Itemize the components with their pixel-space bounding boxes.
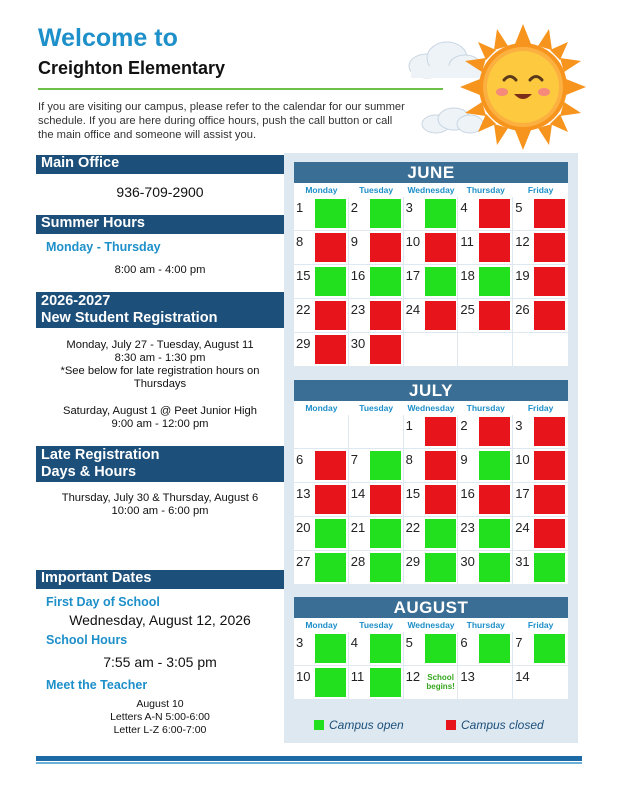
calendar-day xyxy=(513,449,568,482)
campus-open-marker xyxy=(315,519,346,548)
day-number: 19 xyxy=(515,268,530,283)
calendar-week xyxy=(294,666,568,700)
calendar-day xyxy=(404,449,459,482)
calendar-day xyxy=(349,333,404,366)
calendar-day xyxy=(458,197,513,230)
weekday-label: Thursday xyxy=(466,620,505,630)
calendar-day xyxy=(349,299,404,332)
calendar-day xyxy=(513,517,568,550)
campus-closed-marker xyxy=(534,233,565,262)
month-title: JULY xyxy=(294,380,568,401)
day-number: 24 xyxy=(515,520,530,535)
calendar-day xyxy=(294,415,349,448)
day-number: 29 xyxy=(296,336,311,351)
calendar-day xyxy=(404,517,459,550)
legend-open-label: Campus open xyxy=(329,718,404,732)
day-number: 31 xyxy=(515,554,530,569)
campus-closed-marker xyxy=(425,301,456,330)
day-number: 23 xyxy=(350,302,366,317)
weekday-label: Wednesday xyxy=(407,185,455,195)
calendar-day xyxy=(513,666,568,699)
campus-closed-marker xyxy=(315,451,346,480)
campus-closed-marker xyxy=(479,199,510,228)
summer-hours-heading: Summer Hours xyxy=(36,215,284,234)
calendar-week xyxy=(294,265,568,299)
calendar-day xyxy=(458,333,513,366)
calendar-day xyxy=(513,197,568,230)
calendar-day xyxy=(404,551,459,584)
calendar-day xyxy=(294,517,349,550)
day-number: 10 xyxy=(296,669,311,684)
calendar-day xyxy=(404,483,459,516)
title-divider xyxy=(38,88,443,90)
campus-closed-marker xyxy=(534,267,565,296)
campus-closed-marker xyxy=(425,233,456,262)
month-june xyxy=(294,162,568,367)
calendar-day xyxy=(458,517,513,550)
campus-open-marker xyxy=(315,668,346,697)
campus-closed-marker xyxy=(315,485,346,514)
weekday-label: Monday xyxy=(305,185,338,195)
weekday-label: Tuesday xyxy=(359,620,394,630)
calendar-week xyxy=(294,333,568,367)
day-number: 2 xyxy=(350,200,359,215)
campus-open-marker xyxy=(479,267,510,296)
calendar-day xyxy=(513,299,568,332)
calendar-week xyxy=(294,231,568,265)
calendar-day xyxy=(404,231,459,264)
day-number: 30 xyxy=(350,336,366,351)
day-number: 17 xyxy=(405,268,421,283)
calendar-week xyxy=(294,551,568,585)
weekday-header xyxy=(294,401,568,415)
calendar-week xyxy=(294,415,568,449)
weekday-label: Thursday xyxy=(466,403,505,413)
calendar-day xyxy=(458,632,513,665)
registration-details: Monday, July 27 - Tuesday, August 11 8:30 am - 1:30 pm *See below for late registration hours on Thursdays Saturday, August 1 @ Peet Junior High 9:00 am - 12:00 pm xyxy=(60,339,260,430)
calendar-day xyxy=(513,483,568,516)
calendar-week xyxy=(294,299,568,333)
day-number: 13 xyxy=(296,486,311,501)
campus-open-marker xyxy=(370,199,401,228)
calendar-day xyxy=(349,415,404,448)
calendar-day xyxy=(513,231,568,264)
day-number: 20 xyxy=(296,520,311,535)
campus-open-marker xyxy=(534,553,565,582)
calendar-day xyxy=(458,265,513,298)
summer-hours-time: 8:00 am - 4:00 pm xyxy=(114,264,206,276)
weekday-label: Friday xyxy=(527,185,554,195)
calendar-day xyxy=(294,449,349,482)
meet-teacher-details: August 10 Letters A-N 5:00-6:00 Letter L-Z 6:00-7:00 xyxy=(110,698,210,736)
weekday-header xyxy=(294,618,568,632)
campus-open-marker xyxy=(479,519,510,548)
legend-closed-label: Campus closed xyxy=(461,718,544,732)
calendar-day xyxy=(294,666,349,699)
day-number: 23 xyxy=(460,520,475,535)
campus-closed-marker xyxy=(370,233,401,262)
campus-open-marker xyxy=(370,267,401,296)
day-number: 22 xyxy=(296,302,311,317)
day-number: 2 xyxy=(460,418,468,433)
late-registration-details: Thursday, July 30 & Thursday, August 6 10:00 am - 6:00 pm xyxy=(61,492,259,517)
day-number: 11 xyxy=(350,669,365,684)
calendar-day xyxy=(349,632,404,665)
campus-open-marker xyxy=(370,634,401,663)
calendar-day xyxy=(404,632,459,665)
calendar-day xyxy=(349,551,404,584)
calendar-day xyxy=(513,632,568,665)
day-number: 30 xyxy=(460,554,475,569)
day-number: 12 xyxy=(405,669,421,684)
day-number: 18 xyxy=(460,268,475,283)
calendar-day xyxy=(458,299,513,332)
calendar-day xyxy=(404,415,459,448)
day-number: 4 xyxy=(460,200,468,215)
campus-open-marker xyxy=(315,267,346,296)
day-number: 15 xyxy=(405,486,421,501)
late-registration-heading: Late Registration Days & Hours xyxy=(36,446,284,482)
day-number: 22 xyxy=(405,520,421,535)
day-number: 3 xyxy=(296,635,304,650)
campus-closed-marker xyxy=(479,301,510,330)
calendar-day xyxy=(458,231,513,264)
calendar-day xyxy=(404,197,459,230)
weekday-label: Thursday xyxy=(466,185,505,195)
calendar-day xyxy=(513,415,568,448)
weekday-label: Monday xyxy=(305,403,338,413)
weekday-label: Tuesday xyxy=(359,185,394,195)
campus-open-marker xyxy=(425,519,456,548)
campus-closed-marker xyxy=(370,485,401,514)
day-number: 8 xyxy=(405,452,413,467)
campus-closed-marker xyxy=(534,451,565,480)
school-hours-label: School Hours xyxy=(46,633,128,647)
day-number: 16 xyxy=(460,486,475,501)
day-number: 17 xyxy=(515,486,530,501)
calendar-week xyxy=(294,632,568,666)
campus-closed-marker xyxy=(425,451,456,480)
legend-closed-swatch xyxy=(446,720,456,730)
campus-closed-marker xyxy=(534,417,565,446)
calendar-week xyxy=(294,197,568,231)
calendar-day xyxy=(349,231,404,264)
day-number: 5 xyxy=(405,635,413,650)
school-hours-value: 7:55 am - 3:05 pm xyxy=(103,654,217,670)
calendar-day xyxy=(294,483,349,516)
month-july xyxy=(294,380,568,585)
day-number: 14 xyxy=(350,486,366,501)
day-note: School begins! xyxy=(426,673,455,691)
calendar-week xyxy=(294,483,568,517)
day-number: 26 xyxy=(515,302,530,317)
meet-teacher-label: Meet the Teacher xyxy=(46,678,148,692)
calendar-day xyxy=(294,265,349,298)
registration-heading: 2026-2027 New Student Registration xyxy=(36,292,284,328)
weekday-label: Friday xyxy=(527,403,554,413)
day-number: 1 xyxy=(296,200,304,215)
calendar-day xyxy=(349,483,404,516)
main-office-phone: 936-709-2900 xyxy=(116,184,204,200)
campus-closed-marker xyxy=(315,233,346,262)
calendar-day xyxy=(294,333,349,366)
day-number: 16 xyxy=(350,268,366,283)
day-number: 4 xyxy=(350,635,359,650)
calendar-day xyxy=(349,265,404,298)
campus-open-marker xyxy=(425,553,456,582)
weekday-label: Monday xyxy=(305,620,338,630)
day-number: 6 xyxy=(460,635,468,650)
campus-open-marker xyxy=(479,634,510,663)
first-day-label: First Day of School xyxy=(46,595,160,609)
day-number: 9 xyxy=(350,234,359,249)
day-number: 24 xyxy=(405,302,421,317)
campus-open-marker xyxy=(315,199,346,228)
campus-open-marker xyxy=(479,553,510,582)
calendar-day xyxy=(513,551,568,584)
day-number: 7 xyxy=(350,452,359,467)
campus-closed-marker xyxy=(534,199,565,228)
calendar-day xyxy=(349,517,404,550)
weekday-label: Tuesday xyxy=(359,403,394,413)
month-title: AUGUST xyxy=(294,597,568,618)
important-dates-heading: Important Dates xyxy=(36,570,284,589)
day-number: 27 xyxy=(296,554,311,569)
page-title: Welcome to xyxy=(38,24,178,52)
campus-closed-marker xyxy=(370,301,401,330)
day-number: 12 xyxy=(515,234,530,249)
calendar-day xyxy=(513,333,568,366)
calendar-day xyxy=(294,231,349,264)
calendar-day xyxy=(294,551,349,584)
calendar-day xyxy=(458,551,513,584)
weekday-header xyxy=(294,183,568,197)
weekday-label: Wednesday xyxy=(407,620,455,630)
campus-closed-marker xyxy=(370,335,401,364)
day-number: 29 xyxy=(405,554,421,569)
month-august xyxy=(294,597,568,700)
campus-open-marker xyxy=(425,634,456,663)
calendar-day xyxy=(458,415,513,448)
day-number: 25 xyxy=(460,302,475,317)
calendar-day xyxy=(404,265,459,298)
campus-open-marker xyxy=(534,634,565,663)
campus-closed-marker xyxy=(479,485,510,514)
day-number: 5 xyxy=(515,200,523,215)
month-title: JUNE xyxy=(294,162,568,183)
calendar-day xyxy=(404,333,459,366)
day-number: 14 xyxy=(515,669,530,684)
weekday-label: Friday xyxy=(527,620,554,630)
footer-rule-light xyxy=(36,762,582,764)
campus-open-marker xyxy=(370,668,401,697)
day-number: 28 xyxy=(350,554,366,569)
calendar-day xyxy=(349,666,404,699)
intro-text: If you are visiting our campus, please refer to the calendar for our summer schedule. If you are here during office hours, push the call button or call the main office and someone will assist you. xyxy=(38,101,405,141)
campus-open-marker xyxy=(370,519,401,548)
day-number: 11 xyxy=(460,234,474,249)
calendar-day xyxy=(349,449,404,482)
calendar-day xyxy=(404,666,459,699)
campus-closed-marker xyxy=(425,417,456,446)
first-day-value: Wednesday, August 12, 2026 xyxy=(69,612,251,628)
calendar-day xyxy=(349,197,404,230)
campus-open-marker xyxy=(370,553,401,582)
calendar-day xyxy=(294,632,349,665)
calendar-week xyxy=(294,449,568,483)
summer-hours-days: Monday - Thursday xyxy=(46,240,161,254)
campus-closed-marker xyxy=(315,335,346,364)
day-number: 10 xyxy=(515,452,530,467)
campus-closed-marker xyxy=(479,417,510,446)
calendar-day xyxy=(513,265,568,298)
school-name: Creighton Elementary xyxy=(38,58,226,78)
calendar-week xyxy=(294,517,568,551)
calendar-day xyxy=(294,197,349,230)
campus-open-marker xyxy=(425,199,456,228)
main-office-heading: Main Office xyxy=(36,155,284,174)
day-number: 10 xyxy=(405,234,421,249)
legend-open-swatch xyxy=(314,720,324,730)
day-number: 1 xyxy=(405,418,413,433)
calendar-day xyxy=(458,666,513,699)
campus-open-marker xyxy=(315,553,346,582)
campus-closed-marker xyxy=(479,233,510,262)
day-number: 3 xyxy=(515,418,523,433)
weekday-label: Wednesday xyxy=(407,403,455,413)
campus-closed-marker xyxy=(534,519,565,548)
day-number: 8 xyxy=(296,234,304,249)
campus-closed-marker xyxy=(534,485,565,514)
calendar-day xyxy=(404,299,459,332)
campus-open-marker xyxy=(370,451,401,480)
campus-closed-marker xyxy=(315,301,346,330)
day-number: 15 xyxy=(296,268,311,283)
footer-rule xyxy=(36,756,582,761)
calendar-day xyxy=(458,483,513,516)
campus-open-marker xyxy=(425,267,456,296)
campus-closed-marker xyxy=(425,485,456,514)
day-number: 21 xyxy=(350,520,366,535)
calendar-day xyxy=(458,449,513,482)
sun-icon xyxy=(458,22,588,152)
day-number: 13 xyxy=(460,669,475,684)
campus-open-marker xyxy=(479,451,510,480)
campus-closed-marker xyxy=(534,301,565,330)
day-number: 6 xyxy=(296,452,304,467)
day-number: 7 xyxy=(515,635,523,650)
campus-open-marker xyxy=(315,634,346,663)
day-number: 3 xyxy=(405,200,413,215)
day-number: 9 xyxy=(460,452,468,467)
calendar-day xyxy=(294,299,349,332)
